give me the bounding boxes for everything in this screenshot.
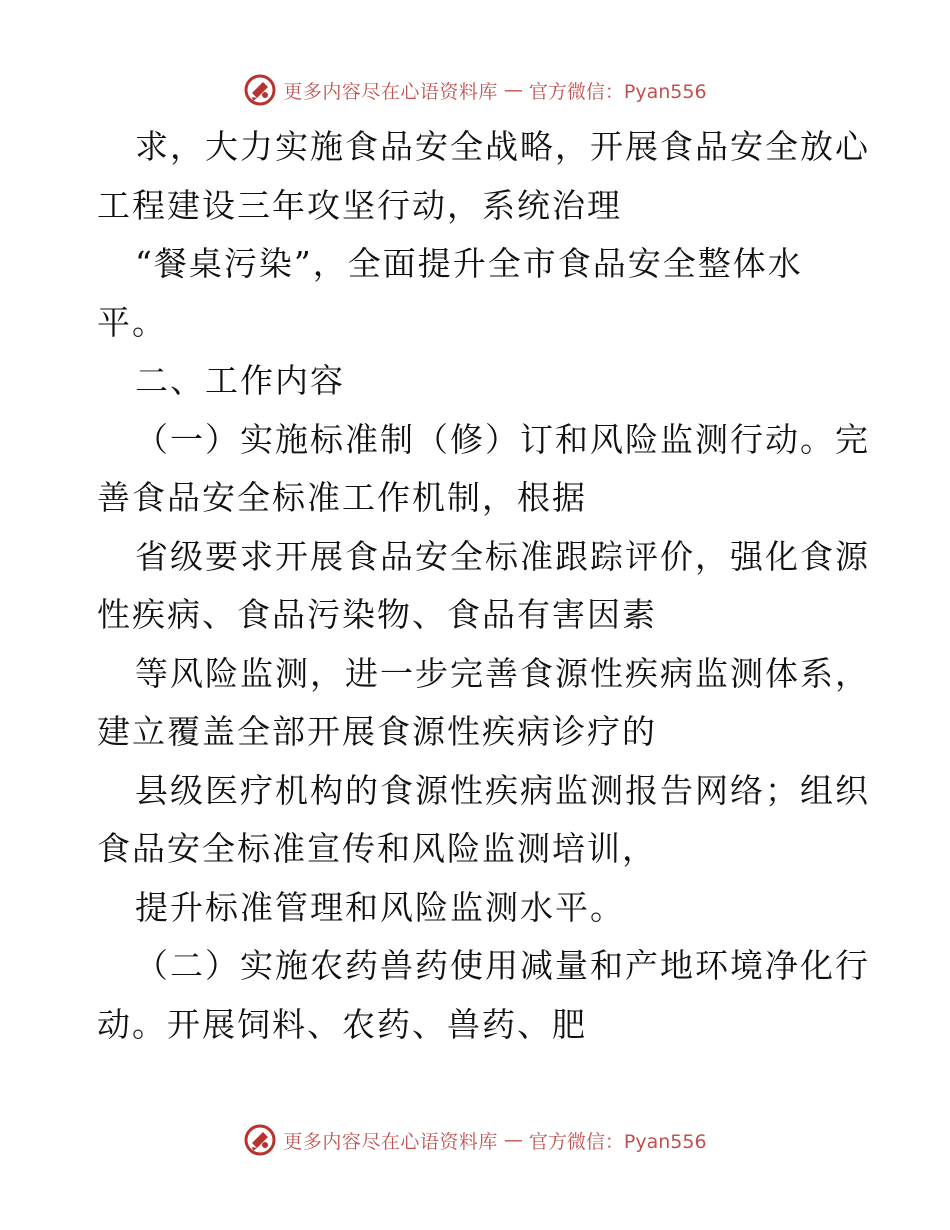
paragraph-line: 等风险监测，进一步完善食源性疾病监测体系， bbox=[135, 653, 870, 693]
watermark-separator: — bbox=[503, 79, 523, 101]
paragraph-line: 善食品安全标准工作机制，根据 bbox=[97, 478, 587, 517]
paragraph-line: “餐桌污染”，全面提升全市食品安全整体水 bbox=[135, 244, 803, 283]
watermark-wechat: 官方微信：Pyan556 bbox=[528, 1130, 707, 1153]
paragraph-line: （二）实施农药兽药使用减量和产地环境净化行 bbox=[135, 946, 870, 985]
document-body bbox=[97, 118, 870, 1054]
paragraph-line: 县级医疗机构的食源性疾病监测报告网络；组织 bbox=[135, 770, 870, 810]
paragraph-line: 提升标准管理和风险监测水平。 bbox=[135, 887, 625, 927]
paragraph-line: 食品安全标准宣传和风险监测培训， bbox=[97, 829, 657, 868]
brand-logo-icon bbox=[243, 73, 277, 107]
footer-watermark bbox=[0, 1120, 950, 1160]
paragraph-line: 动。开展饲料、农药、兽药、肥 bbox=[97, 1004, 587, 1044]
paragraph-line: 省级要求开展食品安全标准跟踪评价，强化食源 bbox=[135, 536, 870, 576]
paragraph-line: 性疾病、食品污染物、食品有害因素 bbox=[97, 595, 657, 634]
paragraph-line: （一）实施标准制（修）订和风险监测行动。完 bbox=[135, 419, 870, 459]
watermark-text: 更多内容尽在心语资料库 bbox=[283, 1130, 498, 1153]
brand-logo-icon bbox=[243, 1123, 277, 1157]
header-watermark bbox=[0, 70, 950, 110]
watermark-wechat: 官方微信：Pyan556 bbox=[528, 80, 707, 103]
section-heading: 二、工作内容 bbox=[135, 361, 345, 400]
paragraph-line: 求，大力实施食品安全战略，开展食品安全放心 bbox=[135, 127, 870, 166]
paragraph-line: 建立覆盖全部开展食源性疾病诊疗的 bbox=[97, 712, 657, 751]
watermark-separator: — bbox=[503, 1129, 523, 1151]
paragraph-line: 平。 bbox=[97, 302, 167, 342]
watermark-text: 更多内容尽在心语资料库 bbox=[283, 80, 498, 103]
paragraph-line: 工程建设三年攻坚行动，系统治理 bbox=[97, 185, 622, 225]
